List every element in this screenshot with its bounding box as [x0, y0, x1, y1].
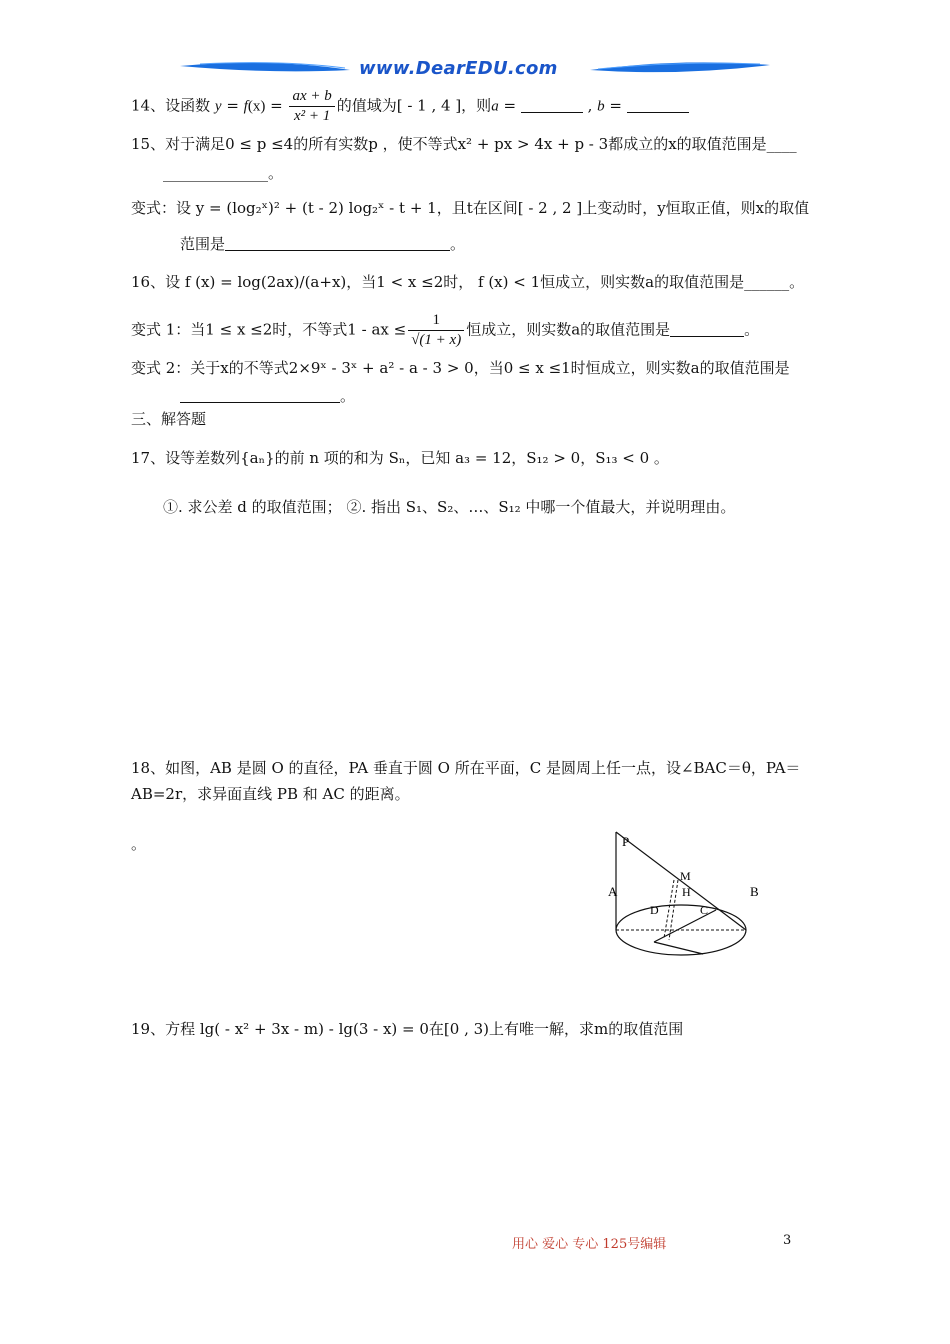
segment-MH-right — [669, 880, 678, 940]
q14-a: a — [491, 98, 499, 115]
q14-denominator: x² + 1 — [289, 106, 334, 125]
variant-16-1-denominator: √(1 + x) — [408, 330, 464, 349]
q14-numerator: ax + b — [292, 88, 332, 104]
variant-16-2-blank[interactable] — [180, 388, 340, 403]
question-17-line2: ①. 求公差 d 的取值范围； ②. 指出 S₁、S₂、…、S₁₂ 中哪一个值最大，并说明理由。 — [163, 498, 736, 516]
page-number: 3 — [783, 1233, 792, 1248]
variant-15-blank[interactable] — [225, 236, 450, 251]
section-title: 三、解答题 — [131, 410, 207, 428]
site-logo[interactable]: www.DearEDU.com — [359, 58, 558, 79]
label-D: D — [650, 903, 659, 917]
q14-range-text: 的值域为[ - 1 , 4 ]，则 — [336, 96, 492, 115]
variant-16-2-line1: 变式 2：关于x的不等式2×9ˣ - 3ˣ + a² - a - 3 > 0，当0 ≤ x ≤1时恒成立，则实数a的取值范围是 — [131, 359, 790, 377]
q14-eq4: = — [604, 96, 627, 115]
q14-blank-a[interactable] — [521, 98, 583, 113]
q14-arg: (x) — [247, 98, 266, 115]
q14-fraction — [289, 88, 334, 125]
variant-16-1-prefix: 变式 1：当1 ≤ x ≤2时，不等式1 - ax ≤ — [131, 320, 407, 339]
variant-16-1-end: 。 — [744, 320, 760, 339]
question-17-line1: 17、设等差数列{aₙ}的前 n 项的和为 Sₙ，已知 a₃ = 12，S₁₂ > 0，S₁₃ < 0 。 — [131, 449, 669, 467]
label-C: C — [700, 903, 709, 917]
question-15-line1: 15、对于满足0 ≤ p ≤4的所有实数p ，使不等式x² + px > 4x + p - 3都成立的x的取值范围是____ — [131, 135, 797, 153]
question-19: 19、方程 lg( - x² + 3x - m) - lg(3 - x) = 0在[0 , 3)上有唯一解，求m的取值范围 — [131, 1020, 684, 1038]
variant-15-line2 — [180, 233, 465, 254]
variant-16-1-blank[interactable] — [670, 322, 744, 337]
geometry-figure — [598, 826, 768, 966]
variant-16-1-numerator: 1 — [432, 312, 440, 328]
variant-16-1-suffix: 恒成立，则实数a的取值范围是 — [466, 320, 671, 339]
label-A: A — [608, 884, 618, 899]
variant-16-2-suffix: 。 — [340, 387, 356, 405]
question-14 — [131, 88, 689, 125]
question-18-line2: AB=2r，求异面直线 PB 和 AC 的距离。 — [131, 785, 410, 803]
label-P: P — [622, 834, 630, 849]
variant-16-1-fraction — [408, 312, 464, 349]
variant-15-suffix: 。 — [450, 235, 466, 253]
segment-MH-left — [664, 880, 674, 938]
q14-eq: = — [221, 96, 244, 115]
q14-f: f — [243, 98, 248, 115]
stray-period: 。 — [131, 835, 147, 853]
label-H: H — [682, 885, 691, 899]
variant-16-1 — [131, 312, 759, 349]
label-B: B — [750, 884, 759, 899]
q14-eq2: = — [265, 96, 288, 115]
variant-15-prefix: 范围是 — [180, 235, 226, 253]
footer-editor-note: 用心 爱心 专心 125号编辑 — [512, 1237, 667, 1252]
variant-16-2-line2 — [180, 385, 355, 406]
q14-prefix: 14、设函数 — [131, 96, 211, 115]
question-18-line1: 18、如图，AB 是圆 O 的直径，PA 垂直于圆 O 所在平面，C 是圆周上任一点，设∠BAC＝θ，PA＝ — [131, 759, 801, 777]
q14-y: y — [214, 98, 222, 115]
q14-eq3: = — [498, 96, 521, 115]
question-16: 16、设 f (x) = log(2ax)/(a+x)，当1 < x ≤2时， f (x) < 1恒成立，则实数a的取值范围是______。 — [131, 273, 805, 291]
q14-comma: , — [582, 96, 598, 115]
question-15-line2: ______________。 — [163, 164, 284, 182]
q14-b: b — [597, 98, 605, 115]
label-M: M — [680, 869, 691, 883]
q14-blank-b[interactable] — [627, 98, 689, 113]
chord-lower — [654, 942, 703, 954]
variant-15-line1: 变式：设 y = (log₂ˣ)² + (t - 2) log₂ˣ - t + 1，且t在区间[ - 2 , 2 ]上变动时，y恒取正值，则x的取值 — [131, 199, 810, 217]
